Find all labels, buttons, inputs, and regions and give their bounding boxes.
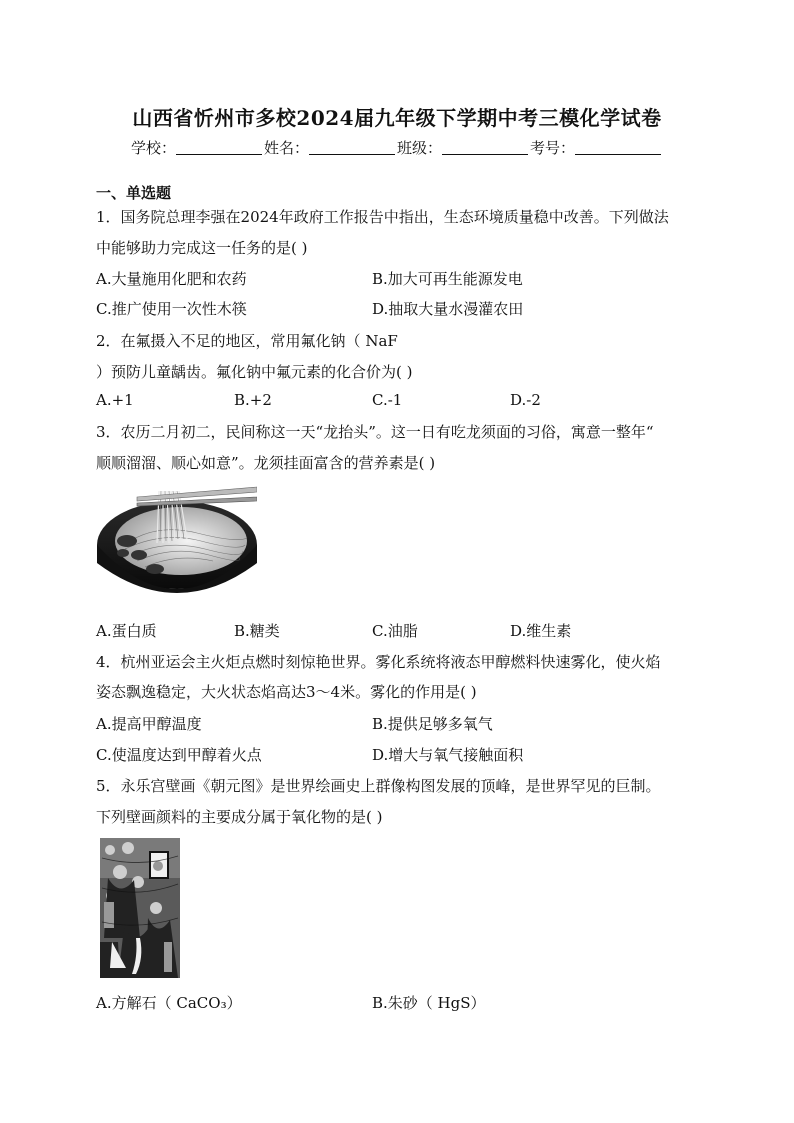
section-heading: 一、单选题 [96, 184, 172, 202]
question-2-line-2: ）预防儿童龋齿。氟化钠中氟元素的化合价为( ) [96, 363, 413, 381]
q3-option-d[interactable]: D.维生素 [510, 622, 572, 640]
q2-option-d[interactable]: D.-2 [510, 391, 541, 409]
q1-option-b[interactable]: B.加大可再生能源发电 [372, 270, 523, 288]
q5-option-b[interactable]: B.朱砂（ HgS） [372, 994, 486, 1012]
q2-option-a[interactable]: A.+1 [96, 391, 134, 409]
q3-option-b[interactable]: B.糖类 [234, 622, 280, 640]
question-3-line-2: 顺顺溜溜、顺心如意”。龙须挂面富含的营养素是( ) [96, 454, 436, 472]
q1-option-d[interactable]: D.抽取大量水漫灌农田 [372, 300, 524, 318]
exam-no-blank[interactable] [575, 140, 661, 155]
q4-option-b[interactable]: B.提供足够多氧气 [372, 715, 493, 733]
question-3-line-1: 3．农历二月初二，民间称这一天“龙抬头”。这一日有吃龙须面的习俗，寓意一整年“ [96, 423, 654, 441]
q4-option-c[interactable]: C.使温度达到甲醇着火点 [96, 746, 262, 764]
school-blank[interactable] [176, 140, 262, 155]
question-5-line-2: 下列壁画颜料的主要成分属于氧化物的是( ) [96, 808, 383, 826]
q2-option-b[interactable]: B.+2 [234, 391, 272, 409]
class-label: 班级： [397, 139, 443, 157]
exam-no-label: 考号： [530, 139, 576, 157]
name-blank[interactable] [309, 140, 395, 155]
q5-option-a[interactable]: A.方解石（ CaCO₃） [96, 994, 242, 1012]
q3-option-a[interactable]: A.蛋白质 [96, 622, 157, 640]
q2-option-c[interactable]: C.-1 [372, 391, 403, 409]
q4-option-a[interactable]: A.提高甲醇温度 [96, 715, 202, 733]
question-1-line-2: 中能够助力完成这一任务的是( ) [96, 239, 308, 257]
q1-option-a[interactable]: A.大量施用化肥和农药 [96, 270, 247, 288]
question-2-line-1: 2．在氟摄入不足的地区，常用氟化钠（ NaF [96, 332, 398, 350]
q3-option-c[interactable]: C.油脂 [372, 622, 418, 640]
q1-option-c[interactable]: C.推广使用一次性木筷 [96, 300, 247, 318]
exam-title: 山西省忻州市多校2024届九年级下学期中考三模化学试卷 [132, 106, 662, 130]
q4-option-d[interactable]: D.增大与氧气接触面积 [372, 746, 524, 764]
school-label: 学校： [130, 139, 176, 157]
noodle-bowl-photo [97, 483, 257, 606]
mural-painting-photo [100, 838, 180, 978]
question-5-line-1: 5．永乐宫壁画《朝元图》是世界绘画史上群像构图发展的顶峰，是世界罕见的巨制。 [96, 777, 661, 795]
class-blank[interactable] [442, 140, 528, 155]
name-label: 姓名： [263, 139, 309, 157]
question-1-line-1: 1．国务院总理李强在2024年政府工作报告中指出，生态环境质量稳中改善。下列做法 [96, 208, 669, 226]
question-4-line-1: 4．杭州亚运会主火炬点燃时刻惊艳世界。雾化系统将液态甲醇燃料快速雾化，使火焰 [96, 653, 661, 671]
student-info-line [0, 137, 794, 158]
question-4-line-2: 姿态飘逸稳定，大火状态焰高达3～4米。雾化的作用是( ) [96, 683, 477, 701]
